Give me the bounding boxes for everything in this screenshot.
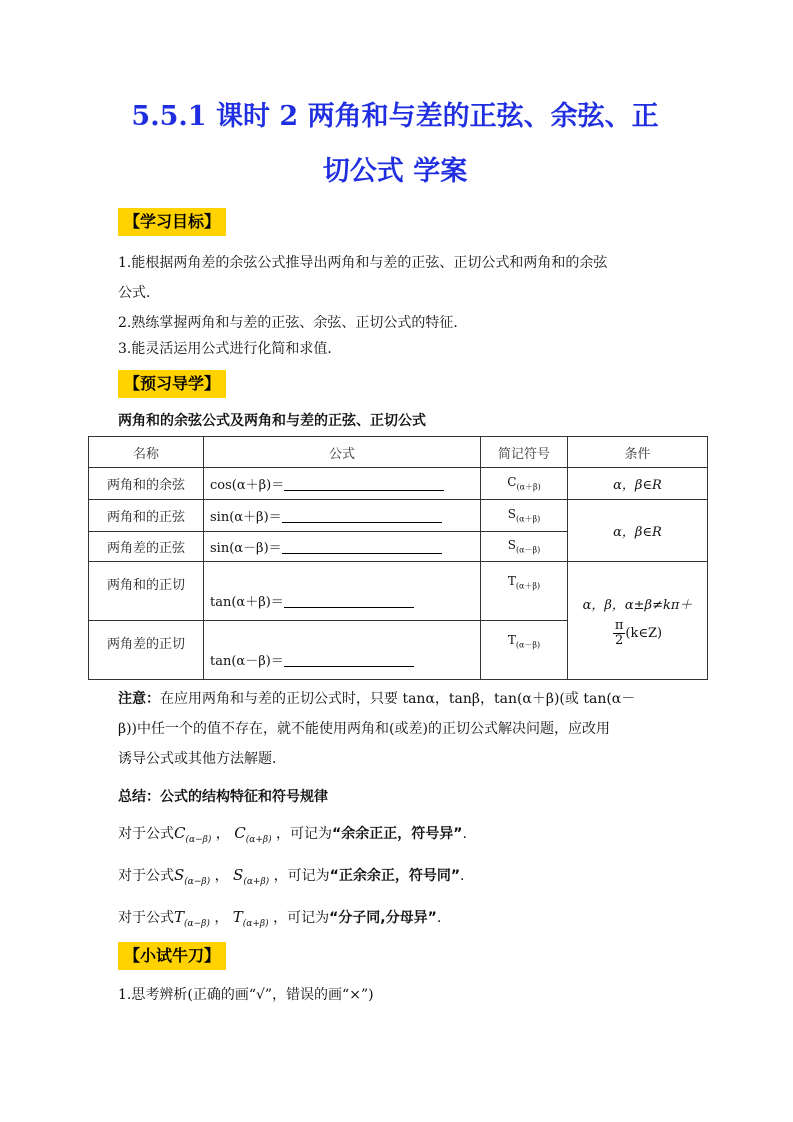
- formula-text: sin(α－β)＝: [210, 541, 282, 556]
- row-symbol: [481, 500, 568, 532]
- header-name: 名称: [89, 437, 204, 468]
- page-title-line1: 5.5.1 课时 2 两角和与差的正弦、余弦、正: [131, 101, 659, 132]
- row-formula: [204, 621, 481, 680]
- formula-text: sin(α＋β)＝: [210, 510, 282, 525]
- table-row: [89, 500, 708, 532]
- condition-text: α，β∈R: [613, 525, 662, 540]
- summary-mid: ，可记为: [273, 868, 330, 884]
- goal-item-3: 3.能灵活运用公式进行化简和求值．: [118, 341, 342, 357]
- answer-blank[interactable]: [282, 539, 442, 554]
- summary-line-3: [118, 902, 678, 939]
- fraction-denominator: 2: [615, 632, 624, 648]
- symbol-main: C: [507, 474, 517, 489]
- note-label: 注意：: [118, 691, 160, 707]
- row-condition: [568, 468, 708, 500]
- formula-table: [88, 436, 708, 680]
- formula-text: cos(α＋β)＝: [210, 478, 285, 493]
- summary-mnemonic: “分子同,分母异”: [329, 910, 437, 926]
- condition-tail: (k∈Z): [625, 625, 663, 641]
- row-symbol: [481, 621, 568, 680]
- summary-mnemonic: “余余正正，符号异”: [332, 826, 463, 842]
- answer-blank[interactable]: [282, 508, 442, 523]
- note-line2: β))中任一个的值不存在，就不能使用两角和(或差)的正切公式解决问题，应改用: [118, 721, 610, 737]
- row-name: 两角和的正弦: [89, 500, 204, 532]
- row-condition: [568, 562, 708, 680]
- symbol-main: C: [234, 824, 246, 842]
- summary-sep: ，: [214, 868, 229, 884]
- symbol-main: T: [174, 908, 185, 926]
- summary-mid: ，可记为: [276, 826, 333, 842]
- goal-item-1-cont: 公式．: [118, 285, 160, 301]
- summary-prefix: 对于公式: [118, 910, 174, 926]
- symbol-sub: (α－β): [515, 545, 541, 555]
- summary-end: .: [436, 910, 442, 926]
- summary-sep: ，: [215, 826, 230, 842]
- table-row: [89, 562, 708, 621]
- row-condition: [568, 500, 708, 562]
- symbol-sub: (α+β): [245, 835, 272, 845]
- row-formula: [204, 562, 481, 621]
- summary-line-2: [118, 860, 678, 897]
- table-header-row: [89, 437, 708, 468]
- symbol-sub: (α－β): [515, 640, 541, 650]
- formula-symbol: [233, 866, 270, 887]
- note-text-1: 在应用两角和与差的正切公式时，只要 tanα，tanβ，tan(α＋β)(或 tan(α－: [160, 691, 636, 707]
- formula-symbol: [234, 824, 272, 845]
- symbol-sub: (α+β): [243, 877, 270, 887]
- symbol-sub: (α＋β): [515, 581, 541, 591]
- symbol-main: S: [507, 506, 516, 521]
- header-formula: 公式: [204, 437, 481, 468]
- symbol-main: T: [232, 908, 243, 926]
- symbol-main: S: [233, 866, 244, 884]
- formula-text: tan(α＋β)＝: [210, 595, 284, 610]
- fraction-numerator: π: [614, 617, 624, 633]
- practice-item-1: 1.思考辨析(正确的画“√”，错误的画“×”): [118, 987, 374, 1003]
- section-label-preview: 【预习导学】: [118, 370, 226, 398]
- symbol-main: C: [174, 824, 186, 842]
- goal-item-2: 2.熟练掌握两角和与差的正弦、余弦、正切公式的特征．: [118, 315, 468, 331]
- table-row: [89, 468, 708, 500]
- summary-mnemonic: “正余余正，符号同”: [329, 868, 461, 884]
- summary-mid: ，可记为: [273, 910, 330, 926]
- formula-symbol: [232, 908, 269, 929]
- section-label-goals: 【学习目标】: [118, 208, 226, 236]
- row-name: 两角差的正弦: [89, 532, 204, 562]
- condition-text: α，β，α±β≠kπ＋: [582, 597, 693, 613]
- summary-sep: ，: [214, 910, 229, 926]
- answer-blank[interactable]: [284, 593, 414, 608]
- answer-blank[interactable]: [284, 652, 414, 667]
- symbol-sub: (α−β): [185, 835, 212, 845]
- row-name: 两角和的正切: [89, 562, 204, 621]
- section-label-practice: 【小试牛刀】: [118, 942, 226, 970]
- answer-blank[interactable]: [284, 476, 444, 491]
- header-symbol: 简记符号: [481, 437, 568, 468]
- page-title-line2: 切公式 学案: [322, 156, 468, 187]
- pi-over-2-fraction: [613, 619, 626, 648]
- note-line3: 诱导公式或其他方法解题．: [118, 751, 286, 767]
- row-symbol: [481, 562, 568, 621]
- header-condition: 条件: [568, 437, 708, 468]
- row-name: 两角差的正切: [89, 621, 204, 680]
- formula-symbol: [174, 866, 211, 887]
- symbol-sub: (α−β): [184, 877, 211, 887]
- summary-title: 总结：公式的结构特征和符号规律: [118, 789, 328, 805]
- formula-text: tan(α－β)＝: [210, 654, 284, 669]
- summary-end: .: [462, 826, 467, 842]
- formula-symbol: [174, 824, 212, 845]
- symbol-sub: (α＋β): [516, 482, 541, 492]
- formula-symbol: [174, 908, 210, 929]
- summary-line-1: [118, 818, 678, 855]
- summary-end: .: [460, 868, 465, 884]
- symbol-main: T: [507, 574, 516, 588]
- row-name: 两角和的余弦: [89, 468, 204, 500]
- symbol-sub: (α+β): [242, 919, 269, 929]
- condition-text: α，β∈R: [613, 478, 662, 493]
- row-formula: [204, 500, 481, 532]
- row-symbol: [481, 468, 568, 500]
- preview-subtitle: 两角和的余弦公式及两角和与差的正弦、正切公式: [118, 413, 426, 429]
- summary-prefix: 对于公式: [118, 826, 174, 842]
- symbol-main: S: [507, 537, 516, 552]
- symbol-main: T: [507, 633, 516, 647]
- row-formula: [204, 468, 481, 500]
- goal-item-1: 1.能根据两角差的余弦公式推导出两角和与差的正弦、正切公式和两角和的余弦: [118, 255, 608, 271]
- summary-prefix: 对于公式: [118, 868, 174, 884]
- symbol-main: S: [174, 866, 185, 884]
- symbol-sub: (α−β): [184, 919, 210, 929]
- note-line1: [118, 684, 678, 714]
- row-symbol: [481, 532, 568, 562]
- symbol-sub: (α＋β): [515, 514, 541, 524]
- row-formula: [204, 532, 481, 562]
